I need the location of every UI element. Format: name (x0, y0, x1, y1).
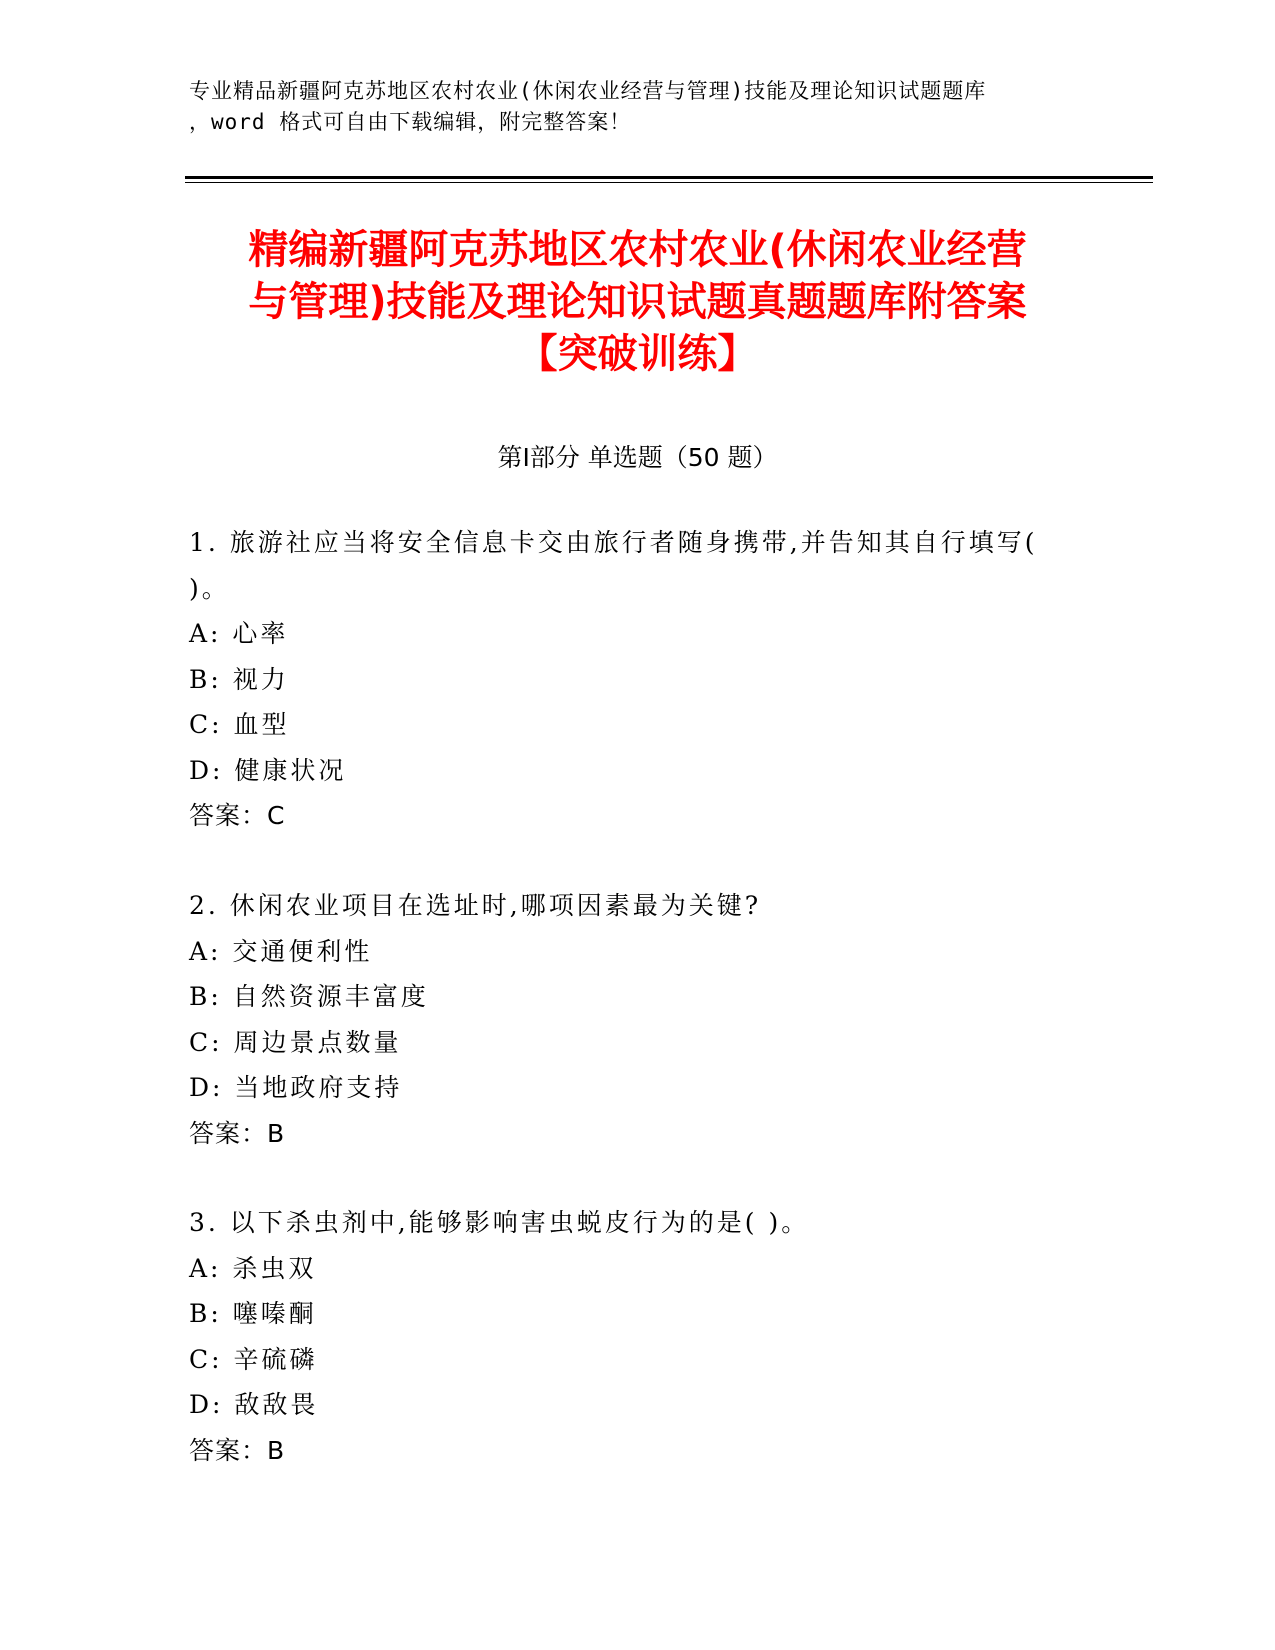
answer: 答案：C (189, 801, 286, 830)
header-rule-thick (185, 176, 1153, 179)
question-stem: 3. 以下杀虫剂中,能够影响害虫蜕皮行为的是( )。 (189, 1208, 810, 1237)
title-line-3: 【突破训练】 (517, 331, 758, 377)
answer: 答案：B (189, 1435, 286, 1465)
option-c: C: 辛硫磷 (189, 1344, 318, 1374)
document-title (160, 224, 1115, 380)
option-b: B: 噻嗪酮 (189, 1299, 317, 1328)
header-rule-thin (185, 182, 1153, 183)
question-stem-continued: )。 (189, 573, 230, 603)
option-a: A: 杀虫双 (189, 1253, 317, 1283)
option-a: A: 交通便利性 (189, 936, 373, 966)
question-1 (189, 520, 1089, 839)
question-2 (189, 883, 1089, 1156)
option-d: D: 当地政府支持 (189, 1073, 403, 1102)
title-line-1: 精编新疆阿克苏地区农村农业(休闲农业经营 (248, 227, 1027, 273)
header-description-line-2: ，word 格式可自由下载编辑，附完整答案！ (189, 110, 632, 134)
question-stem: 1. 旅游社应当将安全信息卡交由旅行者随身携带,并告知其自行填写( (189, 528, 1038, 557)
header-description-line-1: 专业精品新疆阿克苏地区农村农业(休闲农业经营与管理)技能及理论知识试题题库 (189, 79, 987, 103)
option-c: C: 周边景点数量 (189, 1027, 402, 1057)
question-3 (189, 1200, 1089, 1473)
option-d: D: 健康状况 (189, 755, 347, 785)
title-line-2: 与管理)技能及理论知识试题真题题库附答案 (248, 279, 1027, 325)
option-b: B: 视力 (189, 664, 289, 694)
option-a: A: 心率 (189, 619, 289, 648)
option-b: B: 自然资源丰富度 (189, 982, 429, 1011)
option-d: D: 敌敌畏 (189, 1390, 319, 1419)
option-c: C: 血型 (189, 710, 290, 739)
question-stem: 2. 休闲农业项目在选址时,哪项因素最为关键? (189, 891, 762, 920)
answer: 答案：B (189, 1118, 286, 1148)
section-heading: 第Ⅰ部分 单选题（50 题） (497, 443, 778, 472)
